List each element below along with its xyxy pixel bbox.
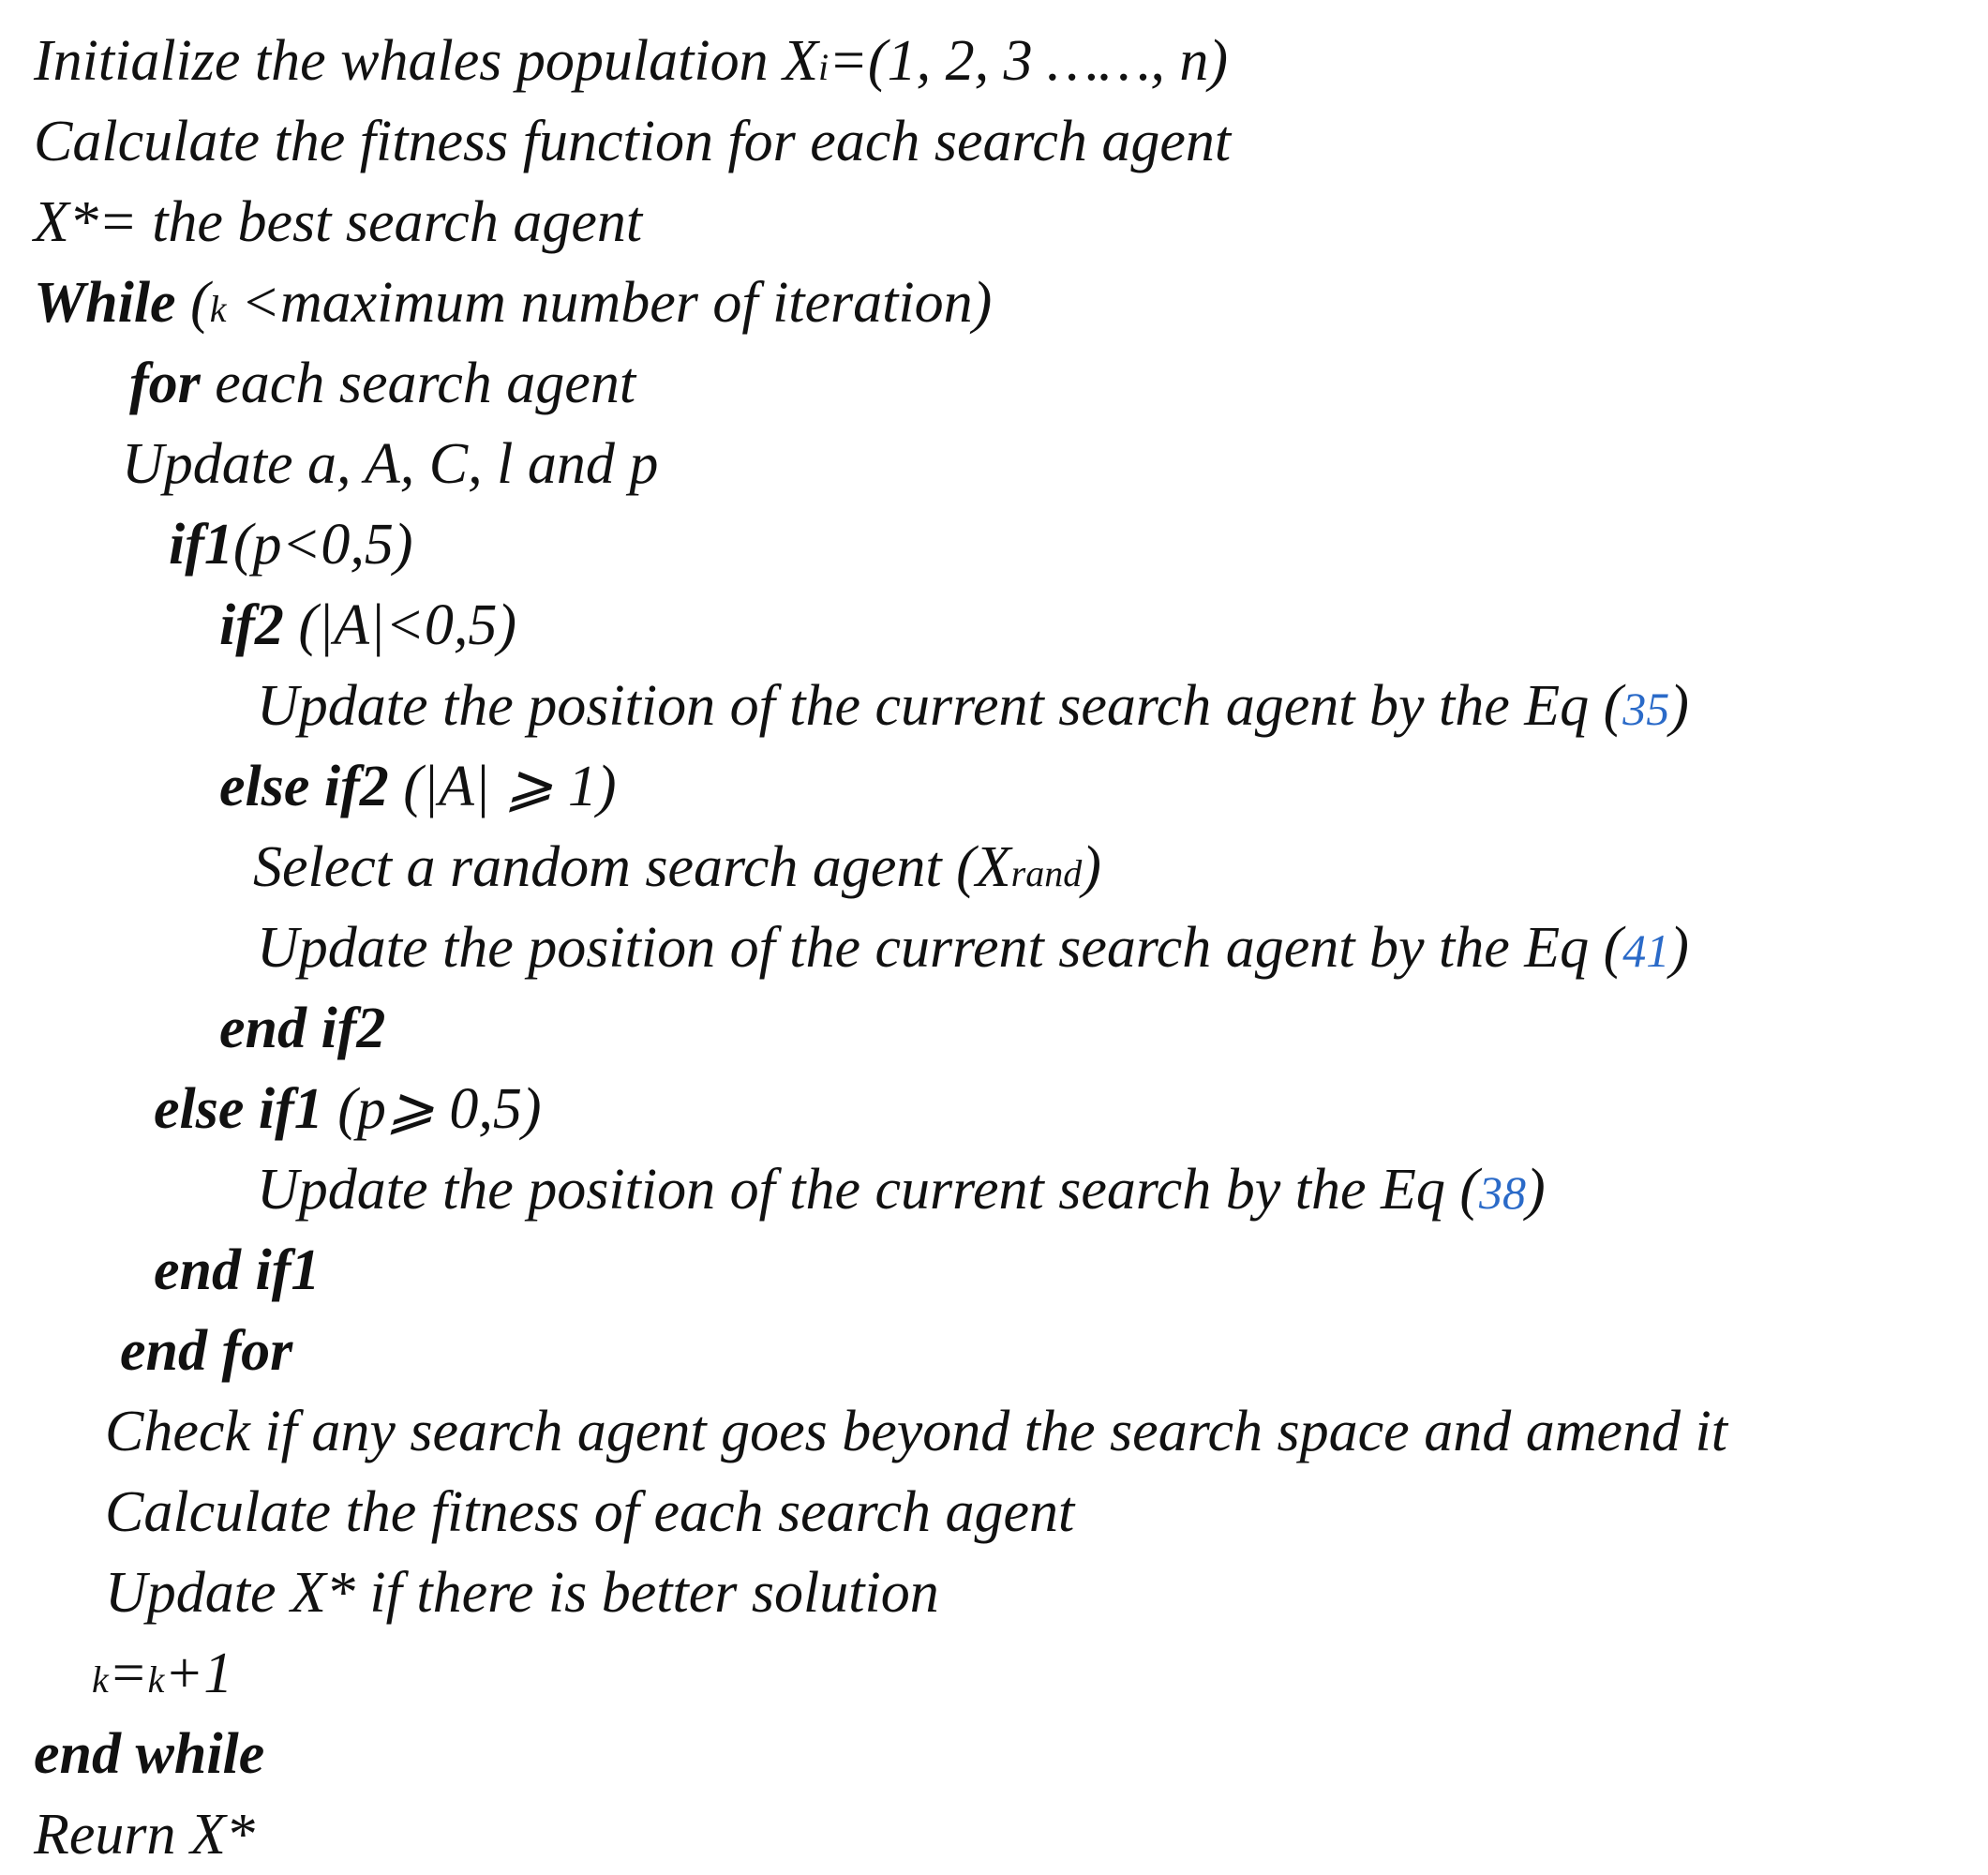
keyword: end if1 [154, 1238, 321, 1302]
pseudocode-line [169, 504, 413, 585]
pseudocode-line [257, 908, 1689, 988]
line-text: Update a, A, C, l and p [122, 432, 659, 496]
pseudocode-line [154, 1230, 320, 1311]
pseudocode-line [34, 101, 1231, 182]
line-text: Update the position of the current search agent by the Eq ( [257, 916, 1623, 980]
line-text: = [108, 1642, 148, 1705]
pseudocode-line [34, 1794, 255, 1875]
pseudocode-line [34, 182, 642, 262]
pseudocode-line [257, 666, 1689, 746]
line-text: ) [1669, 674, 1689, 738]
keyword: else if1 [154, 1077, 323, 1141]
line-text: Calculate the fitness of each search agent [105, 1480, 1075, 1544]
line-text: X*= the best search agent [34, 190, 643, 254]
line-text: each search agent [200, 352, 636, 415]
pseudocode-line [122, 424, 658, 504]
pseudocode-line [129, 343, 635, 424]
pseudocode-line [219, 585, 516, 666]
pseudocode-line [105, 1391, 1727, 1472]
line-text: ) [1082, 835, 1101, 899]
pseudocode-line [34, 21, 1228, 101]
line-text: Reurn X* [34, 1803, 255, 1867]
line-text: Update the position of the current search by the Eq ( [257, 1158, 1480, 1222]
pseudocode-line [92, 1633, 232, 1714]
pseudocode-line [154, 1069, 542, 1149]
line-text: (|A|<0,5) [283, 593, 516, 657]
subscript: i [817, 46, 830, 88]
keyword: While [34, 271, 176, 335]
pseudocode-line [120, 1311, 292, 1391]
line-text: Calculate the fitness function for each search agent [34, 110, 1232, 173]
line-text: ) [1669, 916, 1689, 980]
keyword: if2 [219, 593, 284, 657]
equation-reference: 41 [1622, 924, 1670, 977]
line-text: (|A| ⩾ 1) [388, 755, 617, 818]
line-text: (p⩾ 0,5) [322, 1077, 542, 1141]
line-text: =(1, 2, 3 ……, n) [829, 29, 1228, 93]
line-text: ( [175, 271, 210, 335]
equation-reference: 35 [1622, 682, 1670, 735]
keyword: if1 [169, 513, 233, 577]
keyword: end while [34, 1722, 265, 1786]
line-text: (p<0,5) [232, 513, 413, 577]
equation-reference: 38 [1479, 1166, 1527, 1219]
variable: k [147, 1658, 165, 1701]
line-text: Update the position of the current search agent by the Eq ( [257, 674, 1623, 738]
pseudocode-line [34, 262, 992, 343]
keyword: end if2 [219, 997, 386, 1060]
line-text: Update X* if there is better solution [105, 1561, 939, 1625]
pseudocode-line [105, 1472, 1074, 1552]
variable: k [92, 1658, 109, 1701]
line-text: <maximum number of iteration) [226, 271, 993, 335]
line-text: Initialize the whales population X [34, 29, 818, 93]
pseudocode-line [253, 827, 1101, 908]
pseudocode-line [219, 746, 616, 827]
pseudocode-line [105, 1552, 939, 1633]
subscript: rand [1010, 852, 1083, 894]
keyword: else if2 [219, 755, 389, 818]
pseudocode-line [257, 1149, 1546, 1230]
pseudocode-line [219, 988, 385, 1069]
line-text: Select a random search agent (X [253, 835, 1011, 899]
pseudocode-line [34, 1714, 264, 1794]
line-text: Check if any search agent goes beyond the search space and amend it [105, 1400, 1727, 1463]
variable: k [209, 288, 227, 330]
keyword: for [129, 352, 201, 415]
line-text: ) [1526, 1158, 1546, 1222]
keyword: end for [120, 1319, 293, 1383]
line-text: +1 [164, 1642, 233, 1705]
